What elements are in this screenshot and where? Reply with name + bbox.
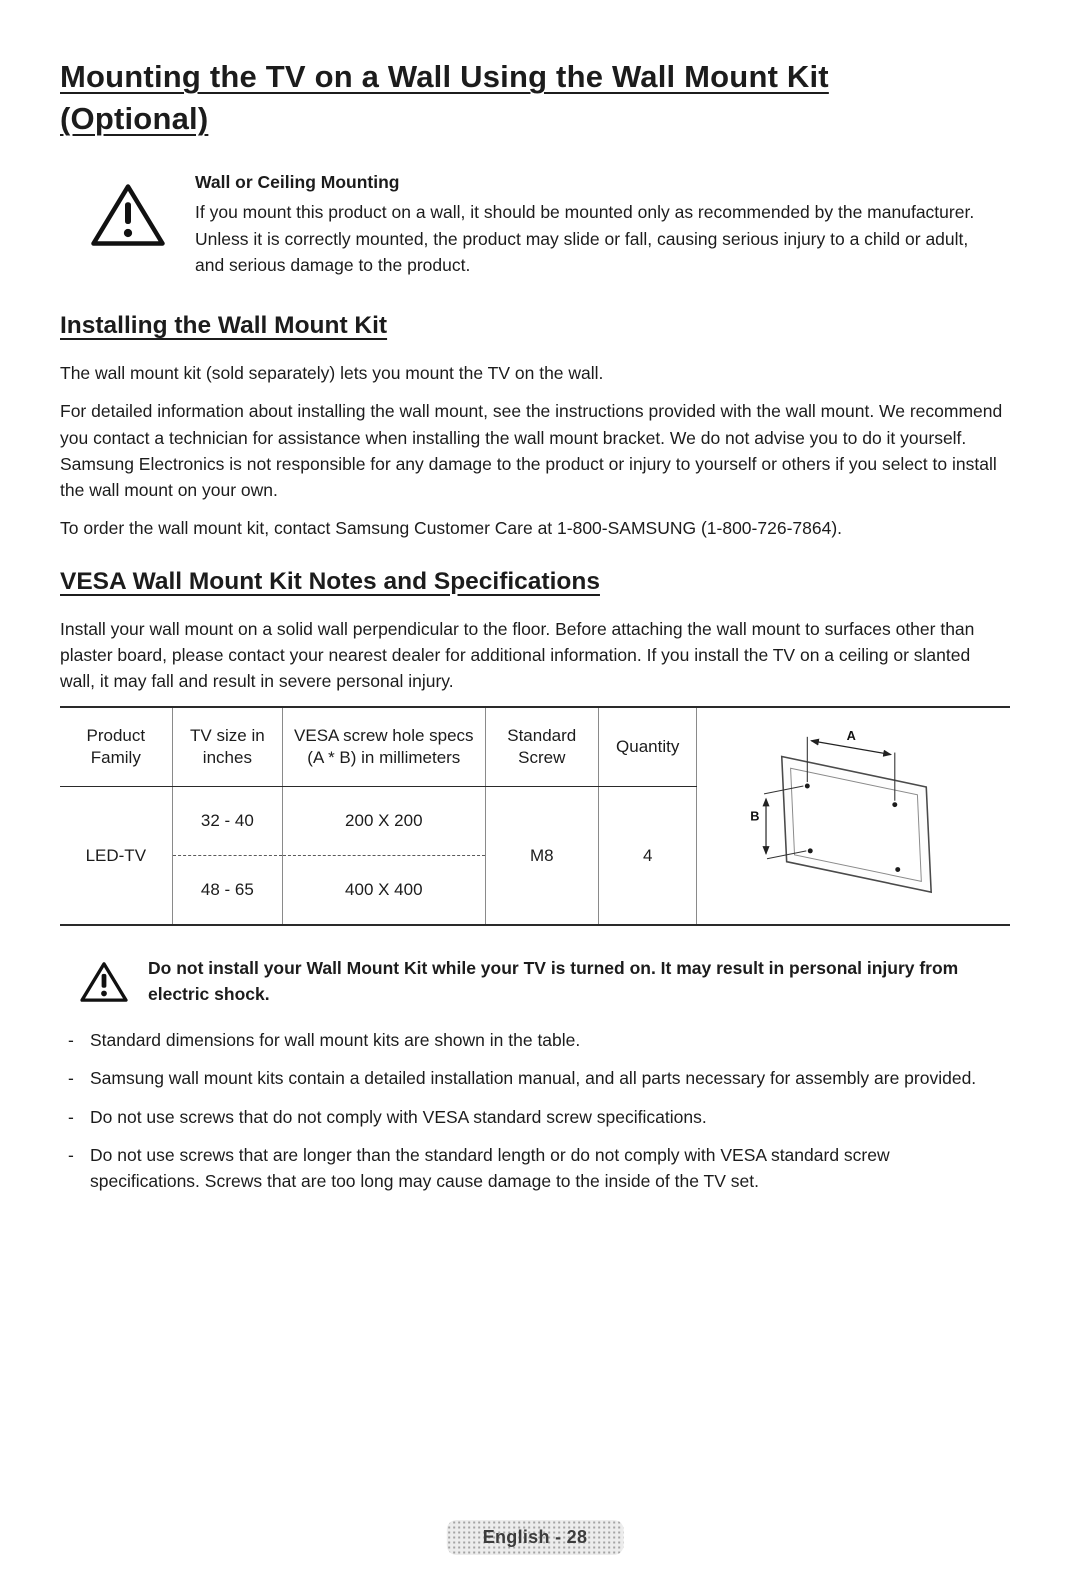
list-item <box>60 1027 1010 1053</box>
dimension-a-label: A <box>846 727 856 743</box>
cell-vesa-specs: 400 X 400 <box>283 856 485 926</box>
screw-hole <box>895 867 900 872</box>
warning-block-bottom <box>60 956 1010 1007</box>
screw-hole <box>805 783 810 788</box>
tv-mount-diagram <box>706 727 1002 901</box>
vesa-spec-table <box>60 706 1010 926</box>
note-bullet: - <box>68 1144 74 1165</box>
cell-tv-size: 48 - 65 <box>172 856 282 926</box>
screw-hole <box>807 848 812 853</box>
page-number-badge: English - 28 <box>447 1520 624 1555</box>
note-bullet: - <box>68 1030 74 1051</box>
tv-mount-diagram-cell <box>697 707 1010 925</box>
dimension-b-label: B <box>749 808 760 824</box>
section-heading-installing: Installing the Wall Mount Kit <box>60 312 388 340</box>
warning-bottom-text: Do not install your Wall Mount Kit while your TV is turned on. It may result in personal injury from electric shock. <box>148 958 959 1004</box>
column-header-quantity: Quantity <box>599 707 697 787</box>
column-header-tv-size: TV size in inches <box>172 707 282 787</box>
paragraph: For detailed information about installing the wall mount, see the instructions provided with the wall mount. We recommend you contact a technician for assistance when installing the wall mount bracket. We do not advise you to do it yourself. Samsung Electronics is not responsible for any damage to the product or injury to yourself or others if you select to install the wall mount on your own. <box>60 401 1003 501</box>
note-text: Do not use screws that are longer than the standard length or do not comply with VESA standard screw specifications. Screws that are too long may cause damage to the inside of the TV set. <box>90 1144 890 1192</box>
paragraph: Install your wall mount on a solid wall perpendicular to the floor. Before attaching the wall mount to surfaces other than plaster board, please contact your nearest dealer for additional information. If you install the TV on a ceiling or slanted wall, it may fall and result in severe personal injury. <box>60 618 975 692</box>
column-header-standard-screw: Standard Screw <box>485 707 599 787</box>
column-header-vesa-specs: VESA screw hole specs (A * B) in millimeters <box>283 707 485 787</box>
list-item <box>60 1104 1010 1130</box>
caution-triangle-icon-small <box>60 956 148 1003</box>
table-header-row <box>60 707 1010 787</box>
screw-hole <box>892 802 897 807</box>
notes-list <box>60 1027 1010 1194</box>
caution-triangle-icon <box>60 172 195 248</box>
note-text: Do not use screws that do not comply with VESA standard screw specifications. <box>90 1106 707 1127</box>
section-heading-vesa: VESA Wall Mount Kit Notes and Specifications <box>60 567 600 595</box>
cell-standard-screw: M8 <box>485 787 599 926</box>
cell-product-family: LED-TV <box>85 845 147 865</box>
cell-quantity: 4 <box>599 787 697 926</box>
note-bullet: - <box>68 1106 74 1127</box>
cell-tv-size: 32 - 40 <box>172 787 282 856</box>
caution-triangle-icon-small-svg <box>80 961 128 1003</box>
paragraph: To order the wall mount kit, contact Samsung Customer Care at 1-800-SAMSUNG (1-800-726-7864). <box>60 518 843 539</box>
note-bullet: - <box>68 1068 74 1089</box>
note-text: Standard dimensions for wall mount kits are shown in the table. <box>90 1030 581 1051</box>
paragraph: The wall mount kit (sold separately) lets you mount the TV on the wall. <box>60 363 604 384</box>
note-text: Samsung wall mount kits contain a detailed installation manual, and all parts necessary for assembly are provided. <box>90 1068 977 1089</box>
warning-block-top <box>60 172 1010 278</box>
caution-triangle-icon-svg <box>90 182 166 248</box>
warning-top-body: If you mount this product on a wall, it should be mounted only as recommended by the manufacturer. Unless it is correctly mounted, the product may slide or fall, causing serious injury to a child or adult, and serious damage to the product. <box>195 202 975 275</box>
cell-vesa-specs: 200 X 200 <box>283 787 485 856</box>
column-header-product-family: Product Family <box>60 707 172 787</box>
list-item <box>60 1065 1010 1091</box>
warning-top-heading: Wall or Ceiling Mounting <box>195 172 400 193</box>
page-title: Mounting the TV on a Wall Using the Wall Mount Kit (Optional) <box>60 59 829 137</box>
warning-top-content <box>195 172 985 278</box>
list-item <box>60 1142 1010 1195</box>
